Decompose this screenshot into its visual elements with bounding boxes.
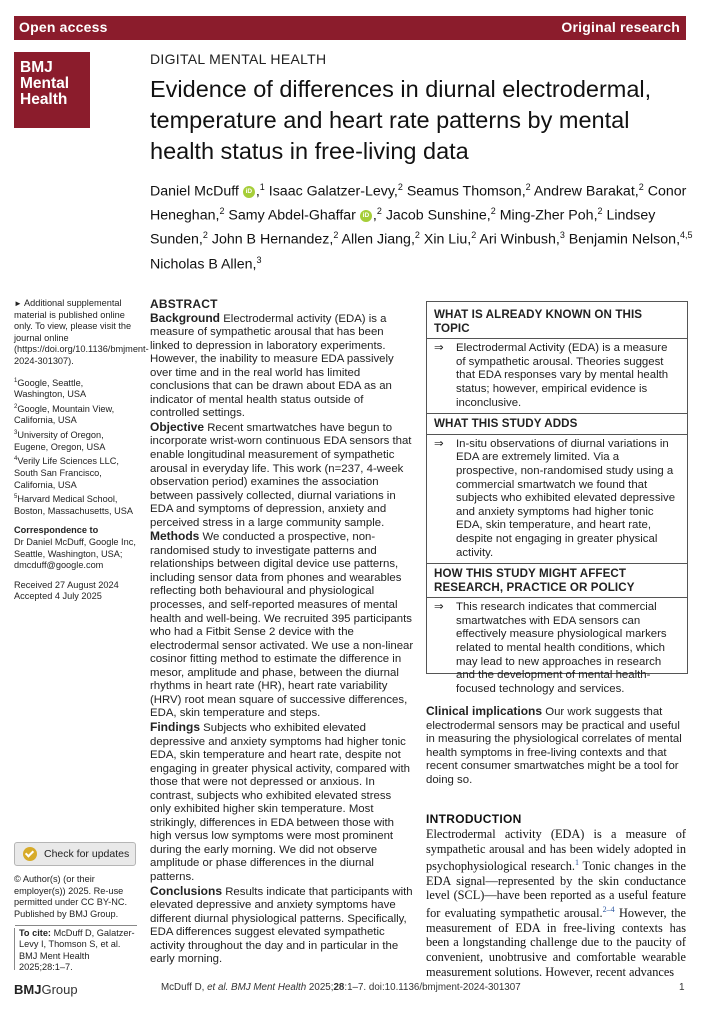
reference-link[interactable]: 2–4 xyxy=(602,905,615,915)
author-name[interactable]: Ari Winbush xyxy=(479,232,556,249)
author-affiliation-number: 3 xyxy=(559,230,565,241)
footer-logo-rest: Group xyxy=(41,982,78,997)
clinical-text: Our work suggests that electrodermal sensors may be practical and useful in measuring the physiological correlates of mental health symptoms in free-living contexts and that recent consumer smartwatches might be a tool for doing so. xyxy=(426,706,682,786)
orcid-icon[interactable]: iD xyxy=(243,186,255,198)
author-affiliation-number: 2 xyxy=(219,206,225,217)
section-label: DIGITAL MENTAL HEALTH xyxy=(150,51,327,67)
box-item xyxy=(434,438,680,560)
reference-link[interactable]: 1 xyxy=(574,858,579,868)
abstract-heading: Findings xyxy=(150,719,200,734)
intro-text-2: Tonic changes in the EDA signal—represented by the skin conductance level (SCL)—have been reported as a useful feature for evaluating sympathetic arousal. xyxy=(426,859,687,921)
abstract-section xyxy=(150,721,414,885)
affiliation-number: 4 xyxy=(14,456,18,463)
accepted-date: Accepted 4 July 2025 xyxy=(14,591,102,602)
box-text: Electrodermal Activity (EDA) is a measure of sympathetic arousal. Theories suggest that EDA responses vary by mental health status; however, empirical evidence is inconclusive. xyxy=(456,342,669,409)
author-name[interactable]: Isaac Galatzer-Levy xyxy=(268,183,394,200)
affiliation xyxy=(14,454,136,491)
correspondence-label: Correspondence to xyxy=(14,525,99,536)
check-mark-icon xyxy=(23,847,37,861)
to-cite-text: McDuff D, Galatzer-Levy I, Thomson S, et al. BMJ Ment Health 2025;28:1–7. xyxy=(19,928,135,973)
affiliation-number: 5 xyxy=(14,494,18,501)
dates xyxy=(14,580,136,603)
affiliation-text: University of Oregon, Eugene, Oregon, USA xyxy=(14,430,106,452)
intro-text-3: However, the measurement of EDA in free-living contexts has been a longstanding challenge due to the paucity of convenient, unobtrusive and comfortable wearable measurement solutions. However, recent advances xyxy=(426,906,687,979)
to-cite xyxy=(14,928,136,973)
logo-line-3: Health xyxy=(20,91,68,108)
author-name[interactable]: John B Hernandez xyxy=(211,232,330,249)
check-for-updates-label: Check for updates xyxy=(44,848,130,860)
box-divider xyxy=(427,597,687,598)
footer-volume: 28 xyxy=(333,982,345,993)
affiliations xyxy=(14,376,136,518)
logo-line-1: BMJ xyxy=(20,59,53,76)
author-name[interactable]: Seamus Thomson xyxy=(406,183,522,200)
abstract-text: Electrodermal activity (EDA) is a measure of sympathetic arousal that has been linked to depression in laboratory experiments. However, the inability to measure EDA passively over time and in the real world has limited conclusions that can be drawn about EDA as an indicator of mental health status outside of controlled settings. xyxy=(150,312,394,420)
box-divider xyxy=(427,434,687,435)
box-text: This research indicates that commercial smartwatches with EDA sensors can effectively measure physiological markers related to mental health conditions, which may lead to new approaches in research and the development of mental health-focused technology and services. xyxy=(456,601,667,695)
abstract-section xyxy=(150,885,414,967)
abstract-section xyxy=(150,312,414,421)
affiliation-text: Harvard Medical School, Boston, Massachusetts, USA xyxy=(14,494,133,516)
affiliation-number: 1 xyxy=(14,377,18,384)
author-affiliation-number: 2 xyxy=(397,182,403,192)
author-affiliation-number: 2 xyxy=(525,182,531,192)
affiliation xyxy=(14,376,136,401)
article-type-label: Original research xyxy=(561,19,680,35)
affiliation-text: Google, Seattle, Washington, USA xyxy=(14,377,87,400)
abstract-heading: Methods xyxy=(150,529,200,544)
footer-journal: et al. BMJ Ment Health xyxy=(207,982,307,993)
key-messages-box xyxy=(426,301,688,695)
author-name[interactable]: Ming-Zher Poh xyxy=(499,207,594,224)
abstract-section xyxy=(150,530,414,721)
author-name[interactable]: Andrew Barakat xyxy=(533,183,635,200)
box-divider xyxy=(427,413,687,414)
intro-text-1: Electrodermal activity (EDA) is a measure of sympathetic arousal and has been widely adopted in psychophysiological research. xyxy=(426,827,686,874)
box-heading: HOW THIS STUDY MIGHT AFFECT RESEARCH, PRACTICE OR POLICY xyxy=(434,567,635,594)
affiliation xyxy=(14,492,136,517)
article-title: Evidence of differences in diurnal electrodermal, temperature and heart rate patterns by mental health status in free-living data xyxy=(150,76,652,164)
author-affiliation-number: 2 xyxy=(414,230,420,241)
footer-logo-bold: BMJ xyxy=(14,982,42,997)
open-access-label: Open access xyxy=(19,19,108,35)
box-item xyxy=(434,342,680,410)
author-name[interactable]: Xin Liu xyxy=(423,232,468,249)
arrow-icon: ⇒ xyxy=(434,601,444,614)
to-cite-label: To cite: xyxy=(19,928,51,938)
author-affiliation-number: 2 xyxy=(202,230,208,241)
copyright: © Author(s) (or their employer(s)) 2025. Re-use permitted under CC BY-NC. Published by BMJ Group. xyxy=(14,874,128,919)
author-affiliation-number: 2 xyxy=(333,230,339,241)
author-name[interactable]: Allen Jiang xyxy=(341,232,411,249)
bmj-group-logo xyxy=(14,982,78,997)
correspondence-text[interactable]: Dr Daniel McDuff, Google Inc, Seattle, Washington, USA; dmcduff@google.com xyxy=(14,537,136,571)
footer-doi: :1–7. doi:10.1136/bmjment-2024-301307 xyxy=(344,982,521,993)
journal-logo xyxy=(14,52,90,128)
affiliation-number: 2 xyxy=(14,403,18,410)
author-affiliation-number: 3 xyxy=(256,254,262,265)
clinical-heading: Clinical implications xyxy=(426,704,543,718)
footer-year: 2025; xyxy=(306,982,334,993)
sidebar xyxy=(14,298,149,611)
abstract-text: Results indicate that participants with elevated depressive and anxiety symptoms have different diurnal physiological patterns. Specifically, EDA differences suggest elevated sympathetic activity throughout the day and in particular in the early morning. xyxy=(150,885,413,966)
orcid-icon[interactable]: iD xyxy=(360,210,372,222)
clinical-implications xyxy=(426,705,688,788)
author-affiliation-number: 2 xyxy=(471,230,477,241)
box-item xyxy=(434,601,680,696)
affiliation-text: Google, Mountain View, California, USA xyxy=(14,403,115,426)
correspondence xyxy=(14,525,136,571)
author-name[interactable]: Daniel McDuff xyxy=(150,183,239,200)
box-text: In-situ observations of diurnal variations in EDA are extremely limited. Via a prospective, non-randomised study using a commercial smartwatch we found that subjects who exhibited elevated depressive and anxiety symptoms had higher tonic EDA, skin temperature, and heart rate, despite not engaging in greater physical activity. xyxy=(456,437,676,559)
author-name[interactable]: Conor Heneghan xyxy=(150,183,687,224)
supplemental-text[interactable]: Additional supplemental material is published online only. To view, please visit the journal online (https://doi.org/10.1136/bmjment-2024-301307). xyxy=(14,298,149,366)
top-banner xyxy=(14,16,686,40)
author-affiliation-number: 1 xyxy=(259,182,265,192)
abstract-title: ABSTRACT xyxy=(150,297,218,311)
logo-line-2: Mental xyxy=(20,75,70,92)
author-name[interactable]: Benjamin Nelson xyxy=(568,232,677,249)
triangle-icon: ► xyxy=(14,299,22,308)
received-date: Received 27 August 2024 xyxy=(14,579,119,590)
abstract-text: Subjects who exhibited elevated depressive and anxiety symptoms had higher tonic EDA, skin temperature and heart rate, despite not engaging in greater physical activity, compared with those that were not depressed or anxious. In contrast, subjects who exhibited elevated stress only exhibited higher skin temperature. Most strikingly, differences in EDA between those with high versus low symptoms were most prominent during the early morning. We did not observe amplitude or phase differences in the diurnal patterns. xyxy=(150,721,411,883)
box-divider xyxy=(427,338,687,339)
author-name[interactable]: Samy Abdel-Ghaffar xyxy=(228,207,356,224)
arrow-icon: ⇒ xyxy=(434,437,444,450)
box-heading: WHAT IS ALREADY KNOWN ON THIS TOPIC xyxy=(434,308,643,335)
box-divider xyxy=(427,563,687,564)
check-for-updates-button[interactable] xyxy=(14,842,136,866)
author-affiliation-number: 2 xyxy=(490,206,496,217)
introduction-heading: INTRODUCTION xyxy=(426,812,522,826)
author-name[interactable]: Lindsey Sunden xyxy=(150,207,656,249)
author-list: Daniel McDuff iD ,$^1$ Isaac Galatzer-Levy,$^2$ Seamus Thomson,$^2$ Andrew Barakat,$^2$ Conor Heneghan,$^2$ Samy Abdel-Ghaffar iD ,$^2$ Jacob Sunshine,$^2$ Ming-Zher Poh,$^2$ Lindsey Sunden,$^2$ John B Hernandez,$^2$ Allen Jiang,$^2$ Xin Liu,$^2$ Ari Winbush,$^3$ Benjamin Nelson,$^{4,5}$ Nicholas B Allen,$^3$ xyxy=(150,182,693,273)
abstract xyxy=(150,298,414,967)
introduction-text xyxy=(426,827,686,979)
abstract-section xyxy=(150,421,414,530)
arrow-icon: ⇒ xyxy=(434,342,444,355)
affiliation xyxy=(14,428,136,453)
author-name[interactable]: Nicholas B Allen xyxy=(150,256,253,273)
affiliation xyxy=(14,402,136,427)
author-affiliation-number: 2 xyxy=(376,206,382,217)
abstract-heading: Objective xyxy=(150,419,205,434)
author-affiliation-number: 2 xyxy=(638,182,644,192)
page-number: 1 xyxy=(679,982,685,993)
author-affiliation-number: 4,5 xyxy=(680,230,693,241)
footer-author: McDuff D, xyxy=(161,982,208,993)
box-heading: WHAT THIS STUDY ADDS xyxy=(434,417,578,431)
affiliation-number: 3 xyxy=(14,430,18,437)
supplemental-note xyxy=(14,298,149,368)
author-affiliation-number: 2 xyxy=(597,206,603,217)
abstract-heading: Background xyxy=(150,310,221,325)
abstract-text: Recent smartwatches have begun to incorporate wrist-worn continuous EDA sensors that enable longitudinal measurement of sympathetic arousal in everyday life. This work (n=237, 4-week observation period) examines the association between passively collected, diurnal variations in EDA and symptoms of depression, anxiety and perceived stress in a large community sample. xyxy=(150,421,412,529)
footer-citation xyxy=(161,982,521,993)
affiliation-text: Verily Life Sciences LLC, South San Francisco, California, USA xyxy=(14,456,119,490)
abstract-heading: Conclusions xyxy=(150,883,223,898)
abstract-text: We conducted a prospective, non-randomised study to investigate patterns and relationships between digital device use patterns, including sensor data from phones and wearables reflecting both behavioural and physiological processes, and self-reported measures of mental health and well-being. We recruited 395 participants who had a Fitbit Sense 2 device with the electrodermal sensor activated. We use a non-linear cosinor fitting method to estimate the difference in mesor, amplitude and phase, between the diurnal rhythms in heart rate (HR), heart rate variability (HRV) root mean square of successive differences, EDA, skin temperature and steps. xyxy=(150,531,414,720)
author-name[interactable]: Jacob Sunshine xyxy=(385,207,487,224)
